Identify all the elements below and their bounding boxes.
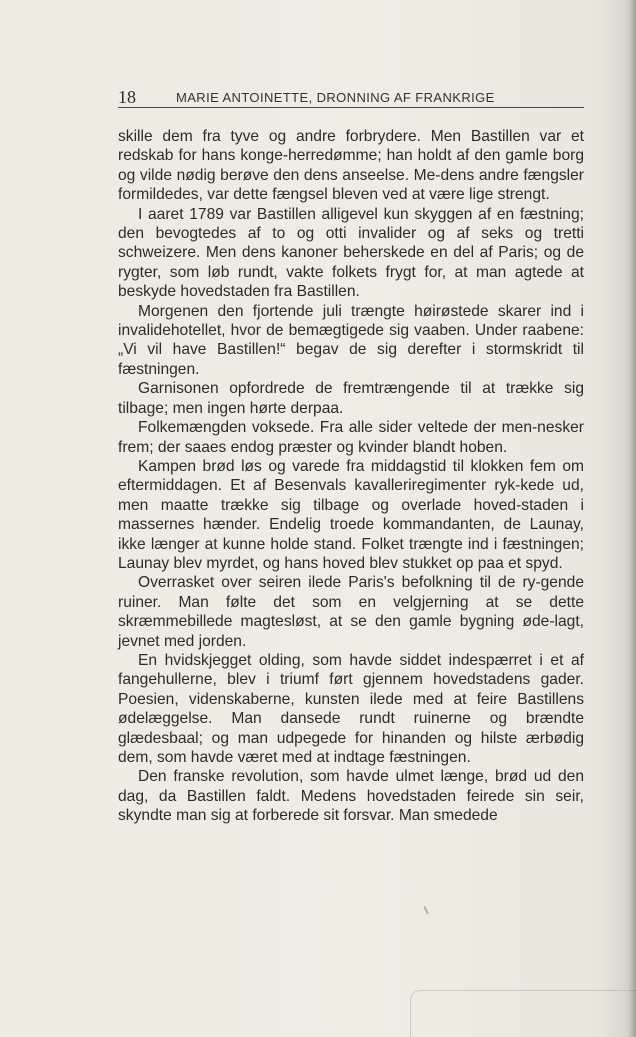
paragraph-8: En hvidskjegget olding, som havde siddet indespærret i et af fangehullerne, blev i triumf ført gjennem hovedstadens gader. Poesien, videnskaberne, kunsten ilede med at feire Bastillens ødelæggelse. Man dansede rundt ruinerne og brændte glædesbaal; og man udpegede for hinanden og hilste ærbødig dem, som havde været med at indtage fæstningen. — [118, 651, 584, 766]
paragraph-4: Garnisonen opfordrede de fremtrængende til at trække sig tilbage; men ingen hørte derpaa. — [118, 380, 584, 417]
header-rule — [118, 107, 584, 108]
running-head: MARIE ANTOINETTE, DRONNING AF FRANKRIGE — [176, 90, 495, 105]
paragraph-3: Morgenen den fjortende juli trængte høirøstede skarer ind i invalidehotellet, hvor de bemægtigede sig vaaben. Under raabene: „Vi vil have Bastillen!“ begav de sig derefter i stormskridt til fæstningen. — [118, 302, 584, 378]
page-number: 18 — [118, 87, 136, 107]
stray-mark — [423, 906, 428, 914]
paragraph-9: Den franske revolution, som havde ulmet længe, brød ud den dag, da Bastillen faldt. Medens hovedstaden feirede sin seir, skyndte man sig at forberede sit forsvar. Man smedede — [118, 768, 584, 825]
paragraph-1: skille dem fra tyve og andre forbrydere. Men Bastillen var et redskab for hans konge-herredømme; han holdt af den gamle borg og vilde nødig berøve den dens anseelse. Me-dens andre fængsler formildedes, var dette fængsel bleven ved at være lige strengt. — [118, 128, 584, 204]
body-text — [118, 127, 584, 826]
page-corner-impression — [410, 990, 636, 1037]
page-header — [118, 86, 584, 108]
page-edge-shadow — [628, 0, 636, 1037]
paragraph-7: Overrasket over seiren ilede Paris's befolkning til de ry-gende ruiner. Man følte det som en velgjerning at se dette skræmmebillede magtesløst, at se den gamle bygning øde-lagt, jevnet med jorden. — [118, 574, 584, 650]
paragraph-6: Kampen brød løs og varede fra middagstid til klokken fem om eftermiddagen. Et af Besenvals kavalleriregimenter ryk-kede ud, men maatte trække sig tilbage og overlade hoved-staden i massernes hænder. Endelig troede kommandanten, de Launay, ikke længer at kunne holde stand. Folket trængte ind i fæstningen; Launay blev myrdet, og hans hoved blev stukket op paa et spyd. — [118, 457, 584, 572]
paragraph-5: Folkemængden voksede. Fra alle sider veltede der men-nesker frem; der saaes endog præster og kvinder blandt hoben. — [118, 419, 584, 456]
paragraph-2: I aaret 1789 var Bastillen alligevel kun skyggen af en fæstning; den bevogtedes af to og otti invalider og af seks og tretti schweizere. Men dens kanoner beherskede en del af Paris; og de rygter, som løb rundt, vakte folkets frygt for, at man agtede at beskyde hovedstaden fra Bastillen. — [118, 205, 584, 301]
